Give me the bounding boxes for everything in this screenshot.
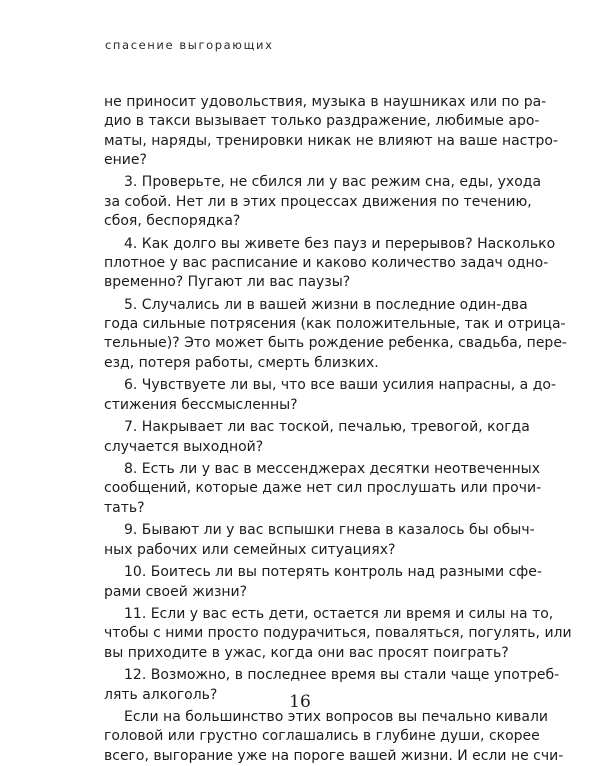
paragraph-question-9: [104, 521, 535, 560]
text-line: 11. Если у вас есть дети, остается ли время и силы на то,: [124, 606, 554, 623]
paragraph-question-8: [104, 460, 542, 518]
text-line: за собой. Нет ли в этих процессах движения по течению,: [104, 193, 532, 210]
text-line: дио в такси вызывает только раздражение, любимые аро-: [104, 113, 540, 130]
text-line: головой или грустно соглашались в глубине души, скорее: [104, 728, 540, 745]
text-line: случается выходной?: [104, 438, 264, 455]
text-line: маты, наряды, тренировки никак не влияют на ваше настро-: [104, 132, 559, 149]
text-line: 9. Бывают ли у вас вспышки гнева в казалось бы обыч-: [124, 522, 535, 539]
text-line: рами своей жизни?: [104, 583, 248, 600]
paragraph-conclusion: [104, 708, 564, 766]
text-line: лять алкоголь?: [104, 686, 218, 703]
text-line: 3. Проверьте, не сбился ли у вас режим сна, еды, ухода: [124, 174, 542, 191]
text-line: плотное у вас расписание и каково количество задач одно-: [104, 254, 549, 271]
text-line: езд, потеря работы, смерть близких.: [104, 354, 379, 371]
text-line: 4. Как долго вы живете без пауз и перерывов? Насколько: [124, 235, 556, 252]
text-line: 5. Случались ли в вашей жизни в последние один-два: [124, 296, 528, 313]
text-line: 6. Чувствуете ли вы, что все ваши усилия напрасны, а до-: [124, 377, 556, 394]
text-line: 12. Возможно, в последнее время вы стали чаще употреб-: [124, 667, 560, 684]
paragraph-question-4: [104, 235, 556, 293]
text-line: сообщений, которые даже нет сил прослушать или прочи-: [104, 480, 542, 497]
paragraph-question-6: [104, 376, 556, 415]
paragraph-question-7: [104, 418, 530, 457]
text-line: стижения бессмысленны?: [104, 396, 298, 413]
text-line: тельные)? Это может быть рождение ребенка, свадьба, пере-: [104, 335, 567, 352]
text-line: вы приходите в ужас, когда они вас просят поиграть?: [104, 644, 509, 661]
paragraph-question-11: [104, 605, 572, 663]
text-line: ение?: [104, 151, 147, 168]
text-line: тать?: [104, 499, 145, 516]
text-line: сбоя, беспорядка?: [104, 213, 241, 230]
text-line: ных рабочих или семейных ситуациях?: [104, 541, 396, 558]
paragraph-question-3: [104, 173, 542, 231]
running-header: спасение выгорающих: [105, 38, 274, 52]
text-line: года сильные потрясения (как положительные, так и отрица-: [104, 316, 566, 333]
paragraph-question-5: [104, 296, 567, 373]
text-line: 8. Есть ли у вас в мессенджерах десятки неотвеченных: [124, 461, 541, 478]
text-line: не приносит удовольствия, музыка в наушниках или по ра-: [104, 94, 547, 110]
page-number: 16: [289, 692, 311, 712]
text-line: Если на большинство этих вопросов вы печально кивали: [124, 709, 549, 726]
paragraph: [104, 93, 559, 170]
text-line: 10. Боитесь ли вы потерять контроль над разными сфе-: [124, 564, 542, 581]
text-line: временно? Пугают ли вас паузы?: [104, 274, 351, 291]
text-line: чтобы с ними просто подурачиться, поваляться, погулять, или: [104, 625, 572, 642]
body-text: [104, 93, 572, 766]
text-line: всего, выгорание уже на пороге вашей жизни. И если не счи-: [104, 747, 564, 764]
paragraph-question-10: [104, 563, 542, 602]
text-line: 7. Накрывает ли вас тоской, печалью, тревогой, когда: [124, 419, 530, 436]
